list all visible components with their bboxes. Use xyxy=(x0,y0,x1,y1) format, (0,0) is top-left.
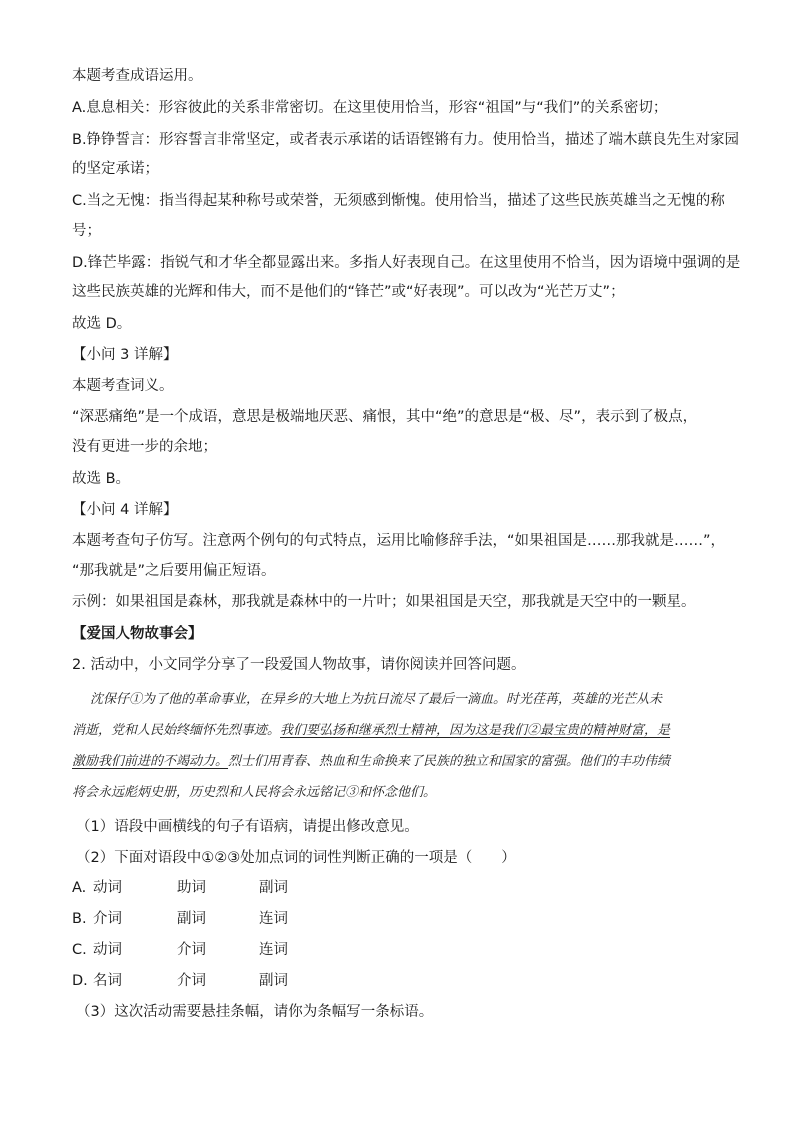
option-label: A. xyxy=(72,880,87,896)
text-line: 号； xyxy=(72,223,101,239)
option-word-2: 介词 xyxy=(177,942,206,958)
text-line: 本题考查成语运用。 xyxy=(72,68,203,84)
question-intro: 2. 活动中，小文同学分享了一段爱国人物故事，请你阅读并回答问题。 xyxy=(72,657,526,673)
underlined-sentence: 激励我们前进的不竭动力。 xyxy=(72,754,229,769)
text-line: 没有更进一步的余地； xyxy=(72,439,217,455)
option-word-2: 介词 xyxy=(177,973,206,989)
text-line: 故选 D。 xyxy=(72,316,132,332)
text-line: C.当之无愧：指当得起某种称号或荣誉，无须感到惭愧。使用恰当，描述了这些民族英雄当之无愧的称 xyxy=(72,193,725,209)
text-line: 故选 B。 xyxy=(72,471,131,487)
passage-line xyxy=(72,750,670,769)
passage-line: 将会永远彪炳史册，历史烈和人民将会永远铭记③和怀念他们。 xyxy=(72,785,437,800)
text-line: B.铮铮誓言：形容誓言非常坚定，或者表示承诺的话语铿锵有力。使用恰当，描述了端木蕻良先生对家园 xyxy=(72,132,740,148)
text-line: 本题考查句子仿写。注意两个例句的句式特点，运用比喻修辞手法，“如果祖国是……那我就是……”， xyxy=(72,533,726,549)
option-word-1: 介词 xyxy=(93,911,122,927)
section-heading: 【小问 3 详解】 xyxy=(72,347,178,363)
passage-text: 烈士们用青春、热血和生命换来了民族的独立和国家的富强。他们的丰功伟绩 xyxy=(228,754,671,769)
section-heading: 【小问 4 详解】 xyxy=(72,502,178,518)
option-word-3: 连词 xyxy=(259,911,288,927)
text-line: “那我就是”之后要用偏正短语。 xyxy=(72,563,276,579)
option-word-1: 名词 xyxy=(93,973,122,989)
option-label: B. xyxy=(72,911,87,927)
passage-text: 消逝，党和人民始终缅怀先烈事迹。 xyxy=(72,723,281,738)
option-word-2: 助词 xyxy=(177,880,206,896)
reading-passage xyxy=(72,688,722,808)
option-label: D. xyxy=(72,973,88,989)
text-line: “深恶痛绝”是一个成语，意思是极端地厌恶、痛恨，其中“绝”的意思是“极、尽”，表示到了极点， xyxy=(72,409,698,425)
underlined-sentence: 我们要弘扬和继承烈士精神，因为这是我们②最宝贵的精神财富，是 xyxy=(280,723,671,738)
passage-line xyxy=(72,719,670,738)
question-1: （1）语段中画横线的句子有语病，请提出修改意见。 xyxy=(76,819,419,835)
text-line: D.锋芒毕露：指锐气和才华全都显露出来。多指人好表现自己。在这里使用不恰当，因为语境中强调的是 xyxy=(72,255,741,271)
option-word-3: 副词 xyxy=(259,973,288,989)
question-3: （3）这次活动需要悬挂条幅，请你为条幅写一条标语。 xyxy=(76,1004,434,1020)
text-line: 示例：如果祖国是森林，那我就是森林中的一片叶；如果祖国是天空，那我就是天空中的一颗星。 xyxy=(72,594,696,610)
section-title: 【爱国人物故事会】 xyxy=(72,626,203,642)
text-line: 本题考查词义。 xyxy=(72,378,174,394)
option-word-1: 动词 xyxy=(93,942,122,958)
passage-line: 沈保仔①为了他的革命事业，在异乡的大地上为抗日流尽了最后一滴血。时光荏苒，英雄的光芒从未 xyxy=(90,692,663,707)
option-label: C. xyxy=(72,942,87,958)
option-word-2: 副词 xyxy=(177,911,206,927)
text-line: 这些民族英雄的光辉和伟大，而不是他们的“锋芒”或“好表现”。可以改为“光芒万丈”； xyxy=(72,284,625,300)
text-line: 的坚定承诺； xyxy=(72,161,159,177)
option-word-1: 动词 xyxy=(93,880,122,896)
text-line: A.息息相关：形容彼此的关系非常密切。在这里使用恰当，形容“祖国”与“我们”的关系密切； xyxy=(72,100,668,116)
question-2: （2）下面对语段中①②③处加点词的词性判断正确的一项是（ ） xyxy=(76,850,516,866)
option-word-3: 连词 xyxy=(259,942,288,958)
option-word-3: 副词 xyxy=(259,880,288,896)
